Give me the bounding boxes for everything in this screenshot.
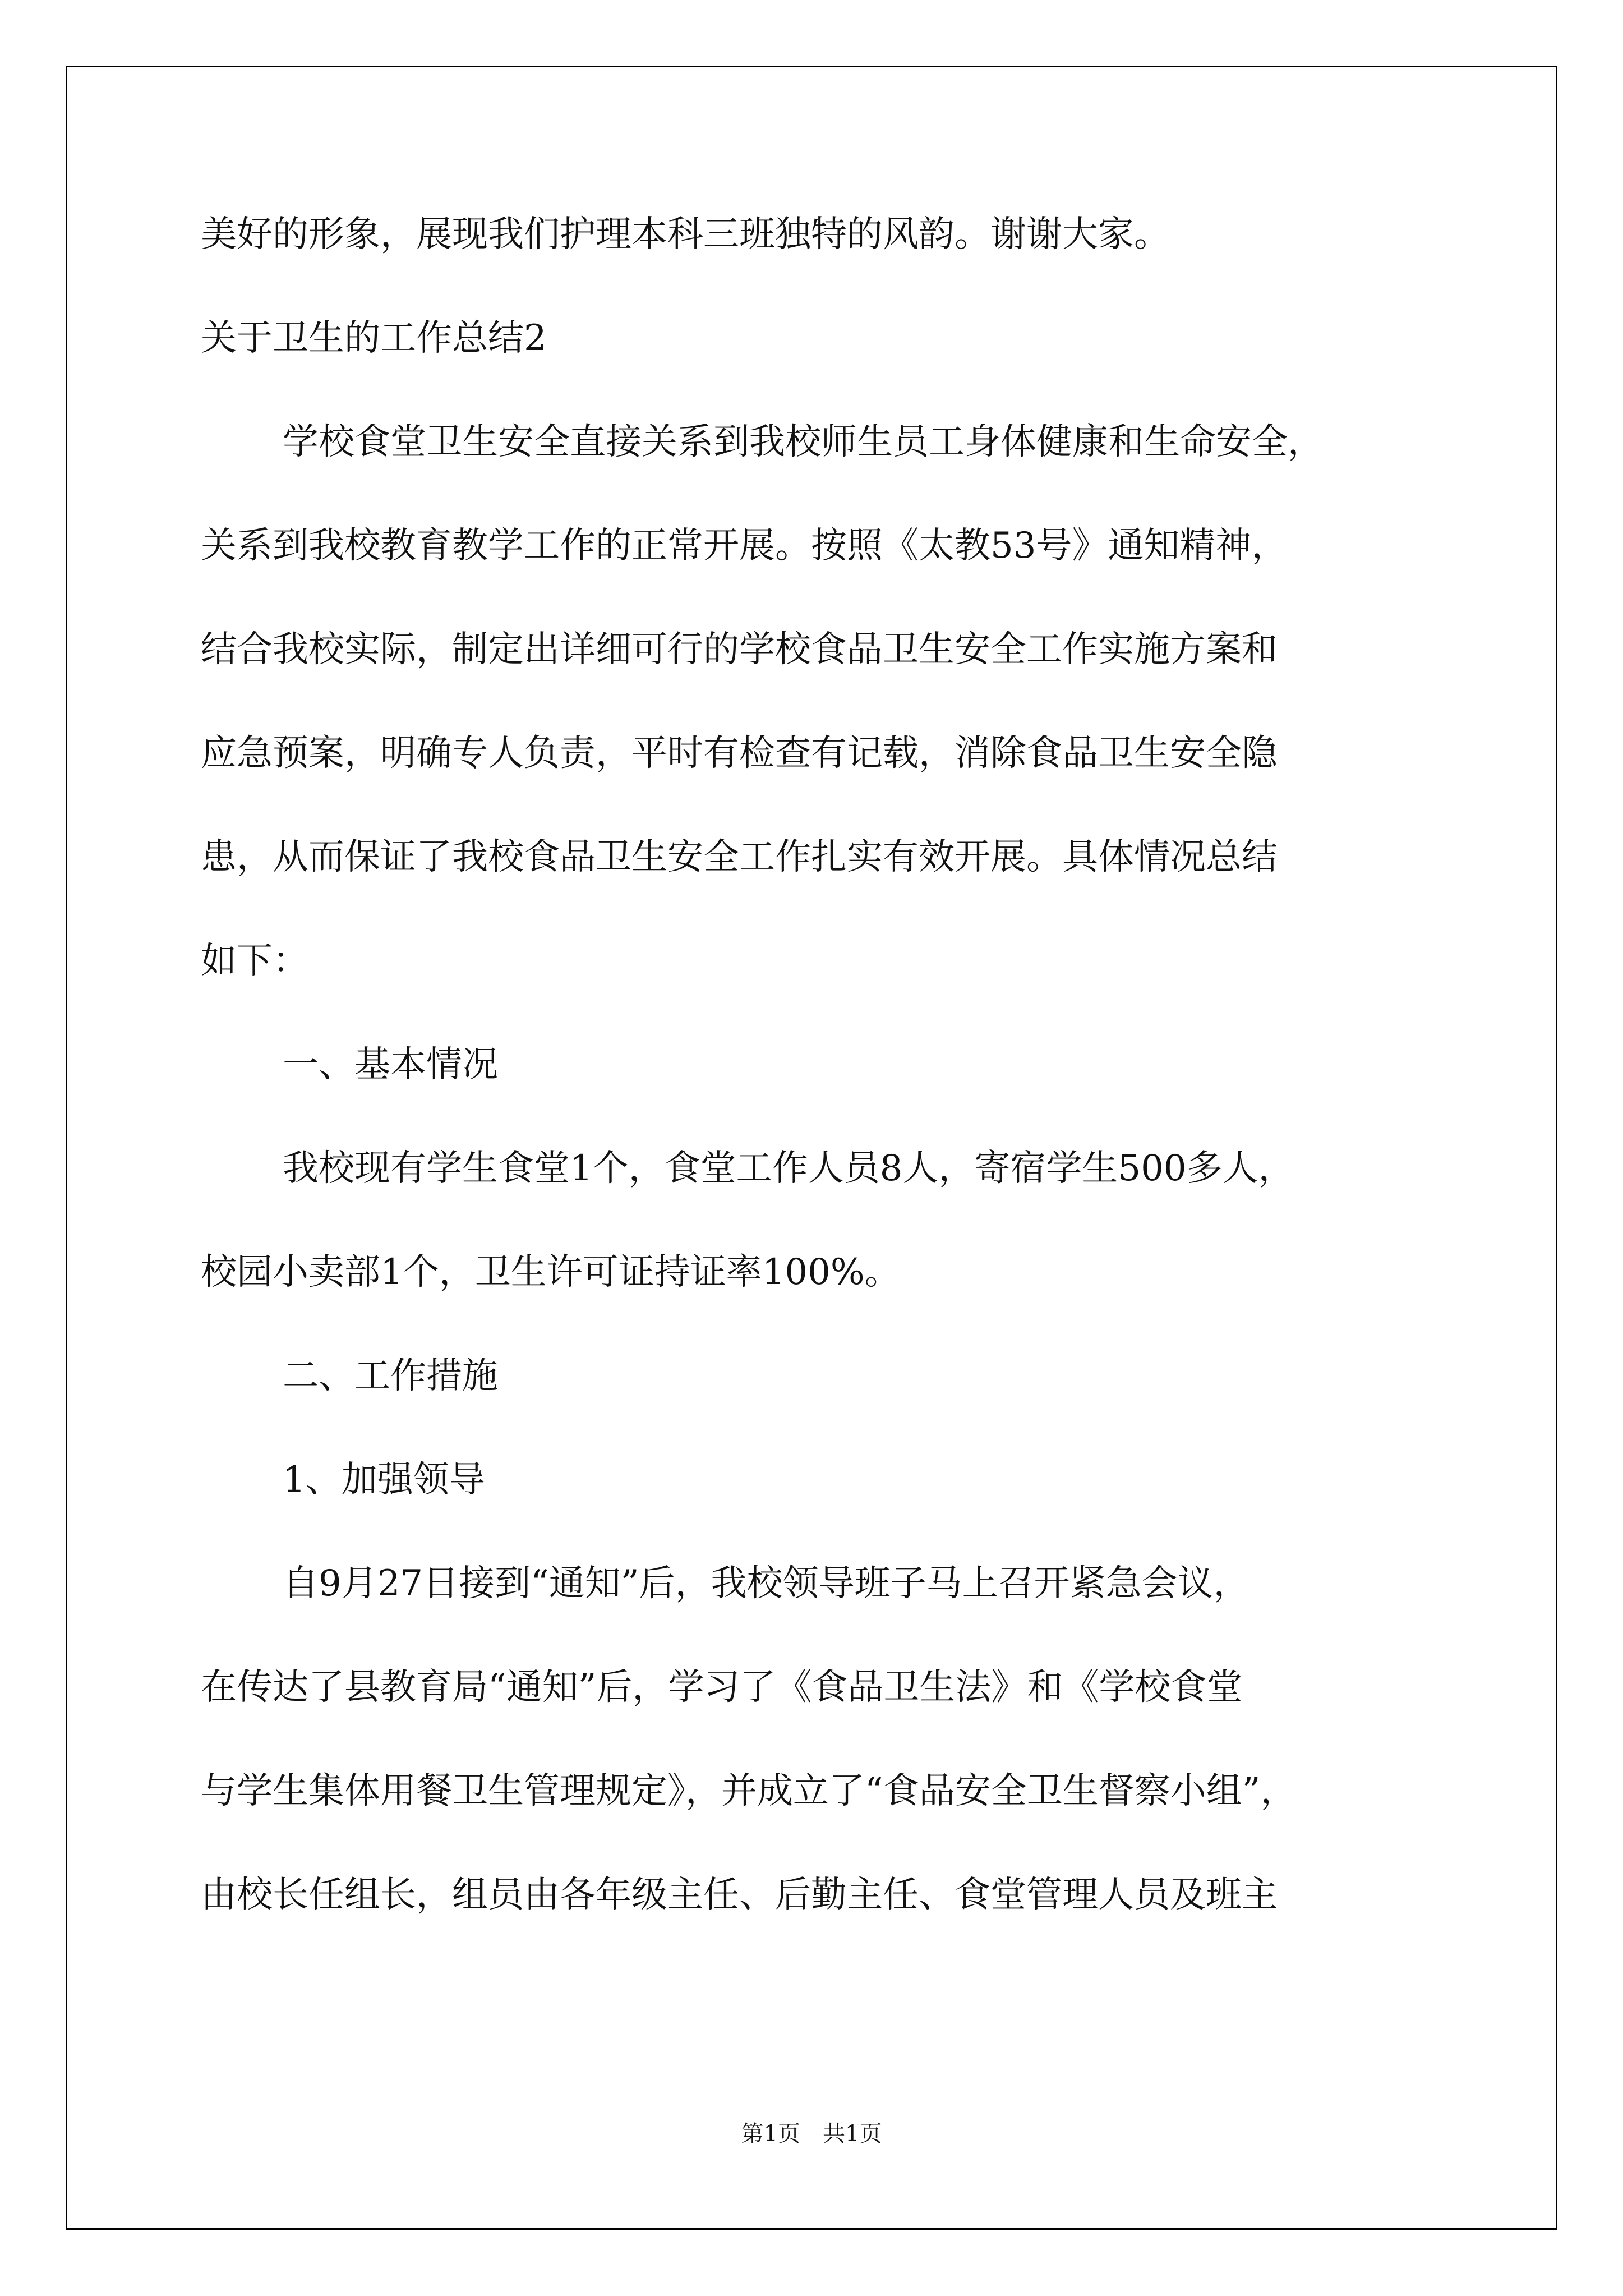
subheading: 二、工作措施 [283,1355,498,1397]
paragraph-line: 在传达了县教育局“通知”后，学习了《食品卫生法》和《学校食堂 [201,1667,1243,1708]
paragraph-line: 如下： [201,940,308,982]
paragraph-line: 结合我校实际，制定出详细可行的学校食品卫生安全工作实施方案和 [201,629,1278,670]
text-line: 美好的形象，展现我们护理本科三班独特的风韵。谢谢大家。 [201,214,1170,255]
section-title: 关于卫生的工作总结2 [201,318,547,359]
paragraph-line: 与学生集体用餐卫生管理规定》，并成立了“食品安全卫生督察小组”， [201,1770,1297,1812]
paragraph-line: 校园小卖部1个，卫生许可证持证率100%。 [201,1251,901,1293]
paragraph-line: 由校长任组长，组员由各年级主任、后勤主任、食堂管理人员及班主 [201,1874,1278,1916]
paragraph-line: 自9月27日接到“通知”后，我校领导班子马上召开紧急会议， [283,1563,1249,1604]
paragraph-line: 关系到我校教育教学工作的正常开展。按照《太教53号》通知精神， [201,525,1288,567]
subheading: 一、基本情况 [283,1044,498,1085]
paragraph-line: 应急预案，明确专人负责，平时有检查有记载，消除食品卫生安全隐 [201,733,1278,774]
subheading: 1、加强领导 [283,1459,485,1501]
paragraph-line: 学校食堂卫生安全直接关系到我校师生员工身体健康和生命安全， [283,421,1324,463]
paragraph-line: 患，从而保证了我校食品卫生安全工作扎实有效开展。具体情况总结 [201,836,1278,878]
page-footer: 第1页 共1页 [741,2121,882,2147]
paragraph-line: 我校现有学生食堂1个，食堂工作人员8人，寄宿学生500多人， [283,1148,1294,1189]
